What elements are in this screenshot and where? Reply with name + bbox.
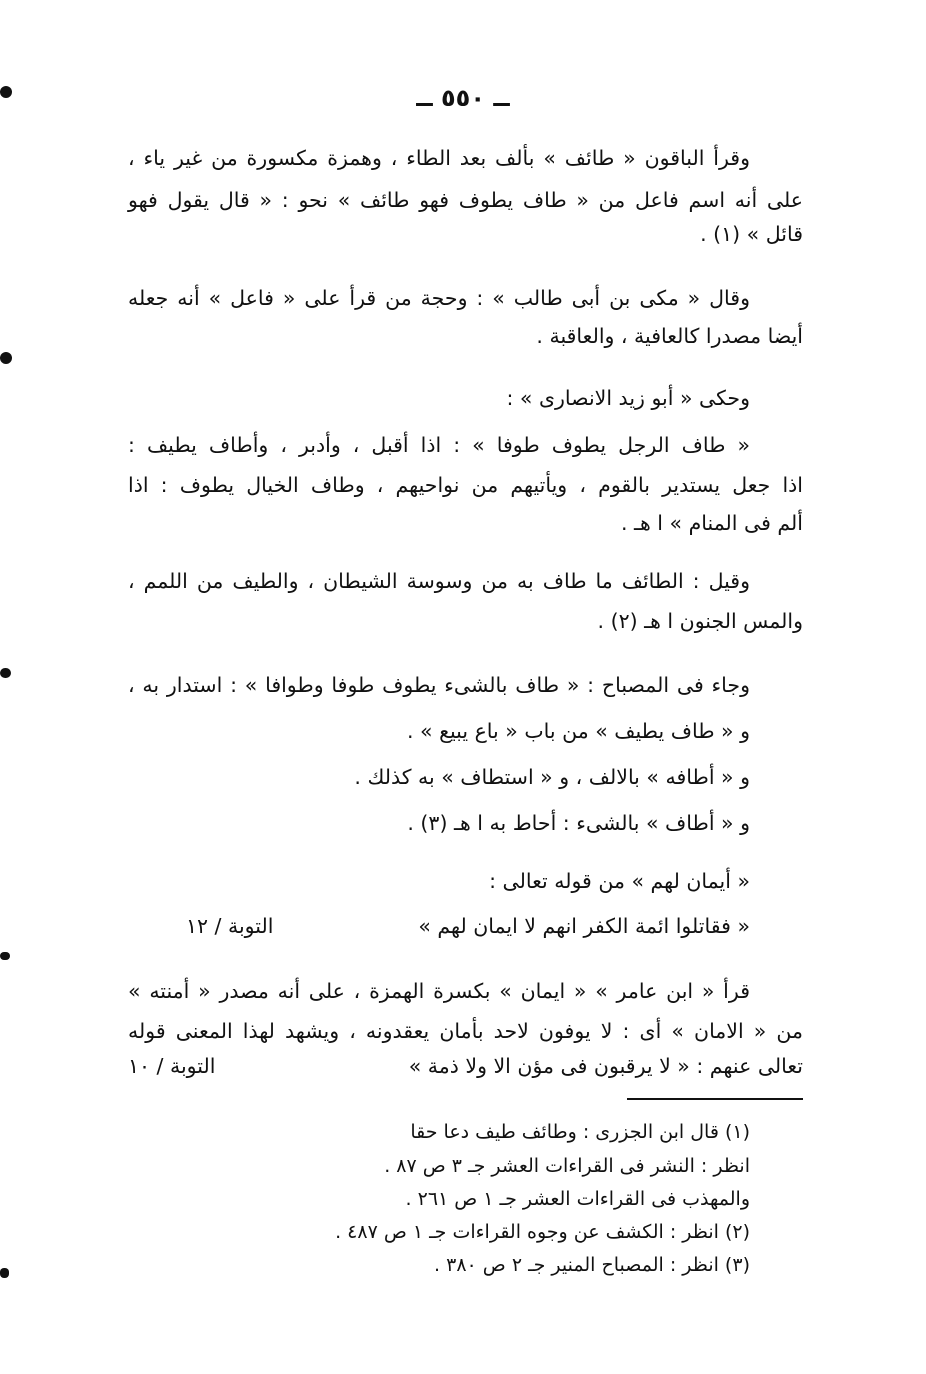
footnote-line: والمهذب فى القراءات العشر جـ ١ ص ٢٦١ . [405,1188,750,1210]
footnote-line: (١) قال ابن الجزرى : وطائف طيف دعا حقا [410,1121,750,1143]
footnote-line: انظر : النشر فى القراءات العشر جـ ٣ ص ٨٧ . [384,1155,750,1177]
body-line: اذا جعل يستدير بالقوم ، ويأتيهم من نواحيهم ، وطاف الخيال يطوف : اذا [128,473,803,497]
body-line: « طاف الرجل يطوف طوفا » : اذا أقبل ، وأدبر ، وأطاف يطيف : [128,433,750,457]
body-line: وجاء فى المصباح : « طاف بالشىء يطوف طوفا وطوافا » : استدار به ، [128,673,750,697]
verse-reference: التوبة / ١٠ [128,1054,216,1078]
body-line: قائل » (١) . [700,222,803,246]
body-line: وقرأ الباقون « طائف » بألف بعد الطاء ، وهمزة مكسورة من غير ياء ، [128,146,750,170]
margin-mark [0,86,12,98]
body-line: والمس الجنون ا هـ (٢) . [597,609,803,633]
footnote-line: (٣) انظر : المصباح المنير جـ ٢ ص ٣٨٠ . [434,1254,750,1276]
body-line: وقيل : الطائف ما طاف به من وسوسة الشيطان ، والطيف من اللمم ، [128,569,750,593]
body-line: وقال « مكى بن أبى طالب » : وحجة من قرأ على « فاعل » أنه جعله [128,286,750,310]
body-line: وحكى « أبو زيد الانصارى » : [506,386,750,410]
margin-mark [0,952,10,960]
margin-mark [0,668,11,678]
body-line: و « أطاف » بالشىء : أحاط به ا هـ (٣) . [407,811,750,835]
footnote-separator [627,1098,803,1100]
body-line: تعالى عنهم : « لا يرقبون فى مؤن الا ولا ذمة » [408,1054,803,1078]
footnote-line: (٢) انظر : الكشف عن وجوه القراءات جـ ١ ص ٤٨٧ . [335,1221,750,1243]
body-line: ألم فى المنام » ا هـ . [620,511,803,535]
body-line: « أيمان لهم » من قوله تعالى : [489,869,750,893]
page-number: ــ ٥٥٠ ــ [416,84,510,112]
verse-reference: التوبة / ١٢ [186,914,274,938]
body-line: قرأ « ابن عامر » « ايمان » بكسرة الهمزة ، على أنه مصدر « أمنته » [128,979,750,1003]
quran-verse: « فقاتلوا ائمة الكفر انهم لا ايمان لهم » [418,914,750,938]
body-line: أيضا مصدرا كالعافية ، والعاقبة . [536,324,803,348]
body-line: من « الامان » أى : لا يوفون لاحد بأمان يعقدونه ، ويشهد لهذا المعنى قوله [128,1019,803,1043]
body-line: و « أطافه » بالالف ، و « استطاف » به كذلك . [354,765,750,789]
body-line: و « طاف يطيف » من باب « باع يبيع » . [406,719,750,743]
body-line: على أنه اسم فاعل من « طاف يطوف فهو طائف » نحو : « قال يقول فهو [128,188,803,212]
margin-mark [0,352,12,364]
margin-mark [0,1268,9,1278]
